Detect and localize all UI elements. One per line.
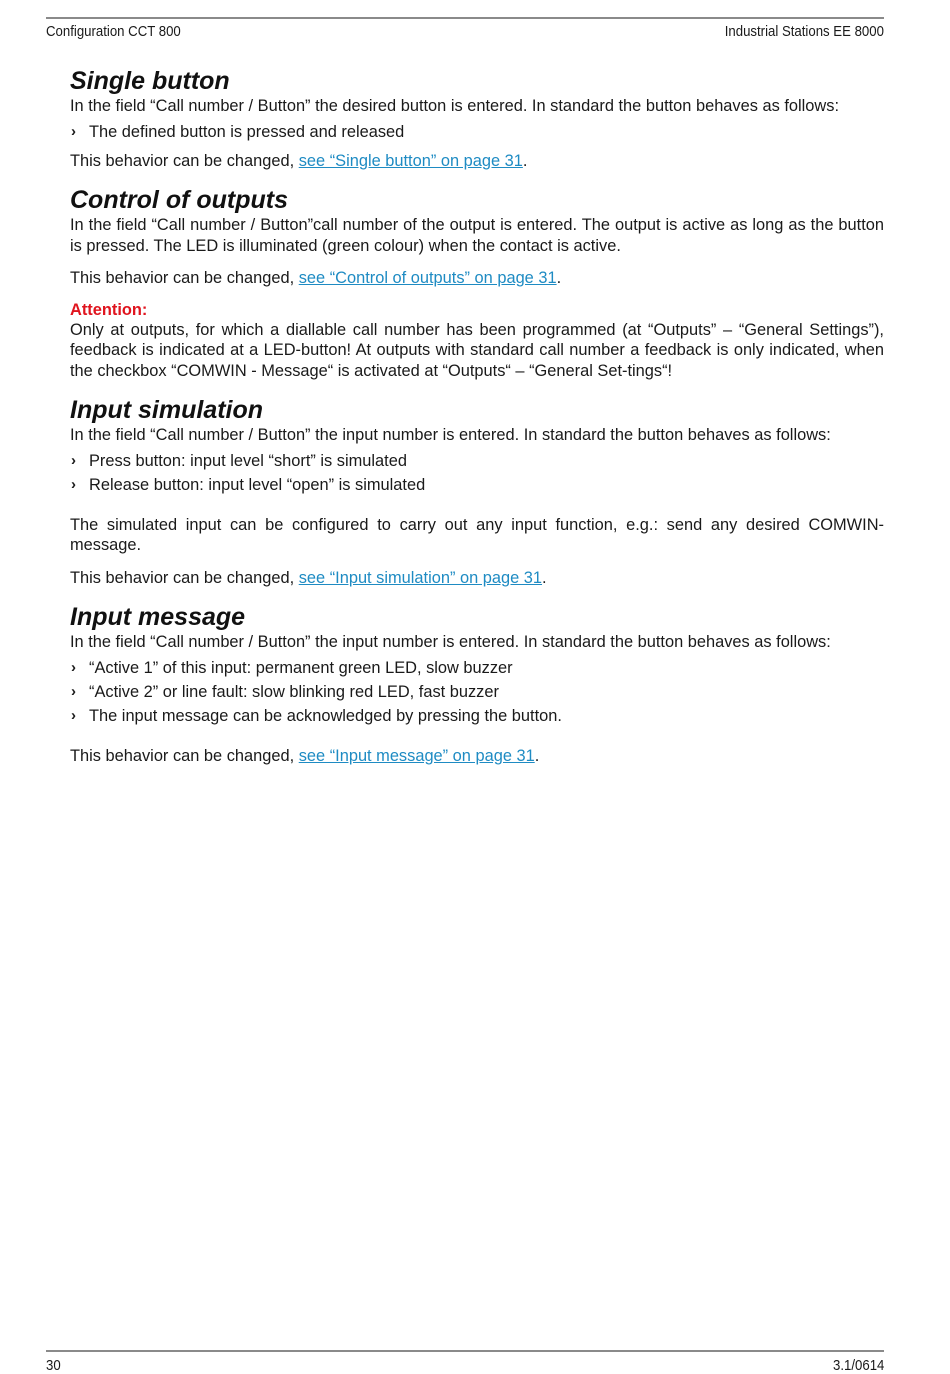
section-title: Single button xyxy=(70,67,230,95)
bullet-list xyxy=(70,656,884,728)
header-right-title: Industrial Stations EE 8000 xyxy=(724,23,884,40)
chevron-right-icon: › xyxy=(71,706,76,724)
bullet-list xyxy=(70,449,884,497)
page-number: 30 xyxy=(46,1357,61,1374)
input-message-link[interactable]: see “Input message” on page 31 xyxy=(298,746,535,765)
footer-rule xyxy=(46,1350,884,1352)
attention-text: Only at outputs, for which a diallable call number has been programmed (at “Outputs” – “General Settings”), feedback is indicated at a LED-button! At outputs with standard call number a feedback is only indicated, when the checkbox “COMWIN - Message“ is activated at “Outputs“ – “General Set-tings“! xyxy=(70,320,884,380)
section-intro: In the field “Call number / Button” the input number is entered. In standard the button behaves as follows: xyxy=(70,633,831,651)
header-rule xyxy=(46,17,884,19)
section-single-button xyxy=(70,66,884,171)
section-intro: In the field “Call number / Button” the desired button is entered. In standard the button behaves as follows: xyxy=(70,97,839,115)
header-left-title: Configuration CCT 800 xyxy=(46,23,181,40)
section-note: The simulated input can be configured to carry out any input function, e.g.: send any desired COMWIN-message. xyxy=(70,515,884,554)
control-of-outputs-link[interactable]: see “Control of outputs” on page 31 xyxy=(298,269,557,287)
list-item: › The defined button is pressed and released xyxy=(70,120,884,144)
section-input-message xyxy=(70,602,884,766)
list-item: › Release button: input level “open” is simulated xyxy=(70,473,884,497)
change-note: This behavior can be changed, see “Single button” on page 31. xyxy=(70,151,528,170)
change-note: This behavior can be changed, see “Input message” on page 31. xyxy=(70,746,540,765)
chevron-right-icon: › xyxy=(71,682,76,700)
single-button-link[interactable]: see “Single button” on page 31 xyxy=(298,151,523,170)
chevron-right-icon: › xyxy=(71,658,76,676)
input-simulation-link[interactable]: see “Input simulation” on page 31 xyxy=(298,568,543,587)
chevron-right-icon: › xyxy=(71,475,76,493)
section-intro: In the field “Call number / Button”call number of the output is entered. The output is active as long as the button is pressed. The LED is illuminated (green colour) when the contact is active. xyxy=(70,216,884,255)
chevron-right-icon: › xyxy=(71,451,76,469)
attention-label: Attention: xyxy=(70,300,148,319)
list-item: › “Active 1” of this input: permanent green LED, slow buzzer xyxy=(70,656,884,680)
list-item: › “Active 2” or line fault: slow blinking red LED, fast buzzer xyxy=(70,680,884,704)
chevron-right-icon: › xyxy=(71,122,76,140)
section-control-of-outputs xyxy=(70,185,884,381)
list-item: › The input message can be acknowledged by pressing the button. xyxy=(70,704,884,728)
page-content xyxy=(70,66,884,766)
section-title: Input simulation xyxy=(70,396,264,424)
list-item: › Press button: input level “short” is simulated xyxy=(70,449,884,473)
change-note: This behavior can be changed, see “Control of outputs” on page 31. xyxy=(70,269,562,287)
section-title: Control of outputs xyxy=(70,186,288,214)
section-input-simulation xyxy=(70,395,884,588)
page-footer xyxy=(46,1357,884,1374)
page-header xyxy=(46,23,884,40)
section-intro: In the field “Call number / Button” the input number is entered. In standard the button behaves as follows: xyxy=(70,426,831,444)
change-note: This behavior can be changed, see “Input simulation” on page 31. xyxy=(70,568,547,587)
section-title: Input message xyxy=(70,603,246,631)
bullet-list xyxy=(70,120,884,144)
document-version: 3.1/0614 xyxy=(832,1357,884,1374)
